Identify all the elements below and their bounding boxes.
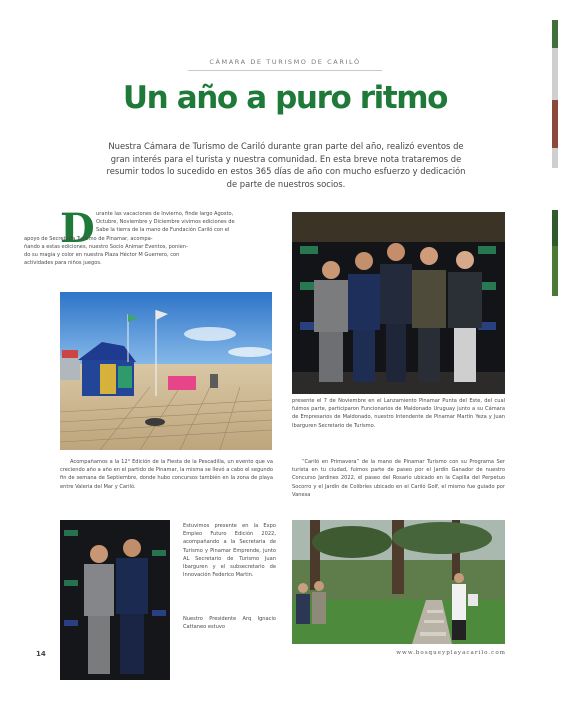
photo-expo-empleo (60, 520, 170, 680)
column-text-winter: urante las vacaciones de Invierno, finde largo Agosto, Octubre, Noviembre y Diciembre vivimos ediciones de Sabe la tierra de la mano de Fundación Cariló con el apoyo de Secretaría Turismo de Pinamar, acompa- ñando a estas ediciones, nuestro Socio Animar Eventos, ponien- do su magia y color en nuestra Plaza Héctor M Guerrero, con actividades para niños juegos. (24, 211, 235, 267)
next-page-edge-strip (552, 20, 558, 48)
kicker-rule (188, 70, 382, 71)
two-men-illustration (60, 520, 170, 680)
next-page-edge-strip (552, 100, 558, 148)
page-number: 14 (36, 650, 46, 658)
garden-illustration (292, 520, 505, 644)
column-text-presidente: Nuestro Presidente Arq Ignacio Cattaneo estuvo (183, 616, 276, 631)
section-kicker: CÁMARA DE TURISMO DE CARILÓ (209, 58, 361, 66)
article-title: Un año a puro ritmo (122, 80, 448, 116)
drop-cap: D (60, 205, 95, 252)
photo-garden-visit (292, 520, 505, 644)
column-text-expo-empleo: Estuvimos presente en la Expo Empleo Futuro Edición 2022, acompañando a la Secretaria de Turismo y Pinamar Emprende, junto AL Secretario de Turismo Juan Ibarguren y el subsecretario de Innovación Federico Martin. (183, 523, 276, 579)
column-text-lanzamiento: presente el 7 de Noviembre en el Lanzamiento Pinamar Punta del Este, del cual fuimos parte, participaron Funcionarios de Maldonado Uruguay junto a su Cámara de Empresarios de Maldonado, nuestro Intendente de Pinamar Martín Yeza y Juan Ibarguren Secretario de Turismo. (292, 398, 505, 429)
next-page-edge-strip (552, 210, 558, 246)
article-intro: Nuestra Cámara de Turismo de Cariló durante gran parte del año, realizó eventos de gran interés para el turista y nuestra comunidad. En esta breve nota trataremos de resumir todos lo sucedido en estos 365 días de año con mucho esfuerzo y dedicación de parte de nuestros socios. (106, 141, 466, 189)
photo-beach-tent (60, 292, 272, 450)
beach-tent-illustration (60, 292, 272, 450)
group-photo-illustration (292, 212, 505, 394)
website-url: www.bosqueyplayacarilo.com (396, 650, 506, 656)
photo-lanzamiento-group (292, 212, 505, 394)
column-text-carilo-primavera: “Cariló en Primavera” de la mano de Pinamar Turismo con su Programa Ser turista en tu ciudad, fuimos parte de paseo por el Jardín Ganador de nuestro Concurso Jardines 2022, el paseo del Rosario ubicado en la Capilla del Perpetuo Socorro y el Jardín de Colibríes ubicado en el Cariló Golf, el mismo fue guiado por Vanesa (292, 459, 505, 498)
next-page-edge-strip (552, 246, 558, 296)
column-text-pescadilla: Acompañamos a la 12° Edición de la Fiesta de la Pescadilla, un evento que va creciendo año a año en el partido de Pinamar, la misma se llevó a cabo el segundo fin de semana de Septiembre, donde hubo concursos también en la zona de playa entre Valeria del Mar y Cariló. (60, 459, 273, 490)
